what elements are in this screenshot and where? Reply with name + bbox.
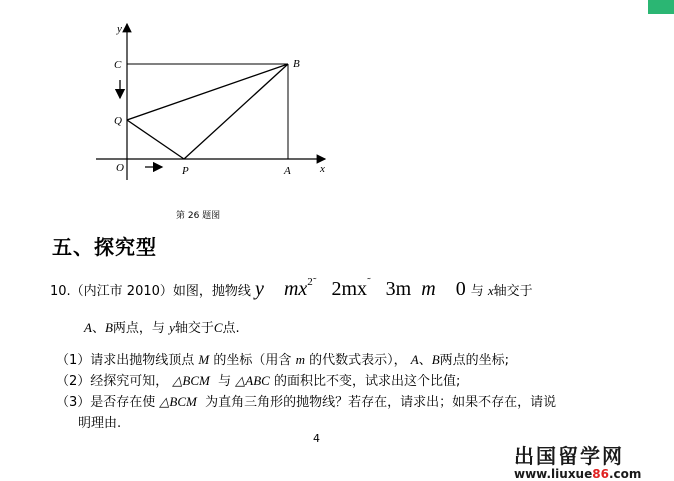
intro-suffix: 轴交于 [493,284,533,299]
formula-term4: m [421,278,436,300]
q1-pre: （1）请求出抛物线顶点 [56,353,195,368]
q3-end: 为直角三角形的抛物线？若存在，请求出；如果不存在，请说 [205,395,557,410]
line2-sep: 、 [91,321,105,336]
q1-A: A [410,352,419,367]
q1-sep: 、 [418,353,432,368]
question-3-cont: 明理由. [78,416,122,431]
formula-term1: mx [283,278,308,300]
segment-QB [127,64,288,120]
intro-suffix-pre: 与 [470,284,484,299]
formula-y: y [255,278,264,300]
intro-x-var: x [487,283,494,298]
line2-y: y [169,320,175,335]
formula-sup: 2 [307,276,313,288]
segment-QP [127,120,184,159]
question-3 [56,391,556,410]
geometry-figure [0,0,340,205]
q1-mid2: 的代数式表示）， [309,353,407,368]
formula-term3: 3m [385,278,412,300]
label-C: C [114,59,122,71]
watermark-logo [514,440,641,481]
label-O: O [116,162,124,174]
watermark-url-red: 86 [592,467,609,481]
label-x: x [320,163,325,175]
corner-tab [648,0,674,14]
line2-C: C [213,320,223,335]
formula-tilde1: ˜ [312,276,317,288]
line2-mid: 两点，与 [112,321,165,336]
section-title: 五、探究型 [52,235,157,259]
formula-term5: 0 [455,278,466,300]
label-Q: Q [114,115,122,127]
q1-B: B [431,352,440,367]
label-y: y [117,23,122,35]
page-number: 4 [313,432,320,445]
q2-tri2: △ABC [235,373,270,388]
parabola-formula [255,278,471,300]
q2-tri1: △BCM [172,373,210,388]
label-B: B [293,58,300,70]
line2-mid3: 轴交于 [174,321,214,336]
line2-B: B [104,320,113,335]
question-1 [56,349,509,368]
watermark-url-post: .com [608,467,642,481]
watermark-url-pre: www.liuxue [514,467,593,481]
figure-caption: 第 26 题图 [176,211,221,221]
formula-tilde2: ˜ [367,276,371,288]
q1-M: M [198,352,210,367]
label-A: A [284,165,291,177]
segment-PB [184,64,288,159]
line2-A: A [84,320,92,335]
formula-term2: 2mx [331,278,367,300]
q1-end: 两点的坐标; [439,353,510,368]
watermark-url [514,467,641,481]
question-2 [56,370,460,389]
q3-tri: △BCM [159,394,197,409]
watermark-cn: 出国留学网 [514,444,624,468]
line2-end: 点. [222,321,240,336]
intro-prefix: 10.（内江市 2010）如图，抛物线 [50,284,251,299]
problem-intro [50,276,533,301]
q2-pre: （2）经探究可知， [56,374,169,389]
q3-pre: （3）是否存在使 [56,395,156,410]
q2-end: 的面积比不变，试求出这个比值; [274,374,461,389]
label-P: P [182,165,189,177]
q1-mid: 的坐标（用含 [213,353,292,368]
problem-line2 [84,317,240,336]
q2-mid: 与 [218,374,232,389]
q1-m: m [295,352,305,367]
